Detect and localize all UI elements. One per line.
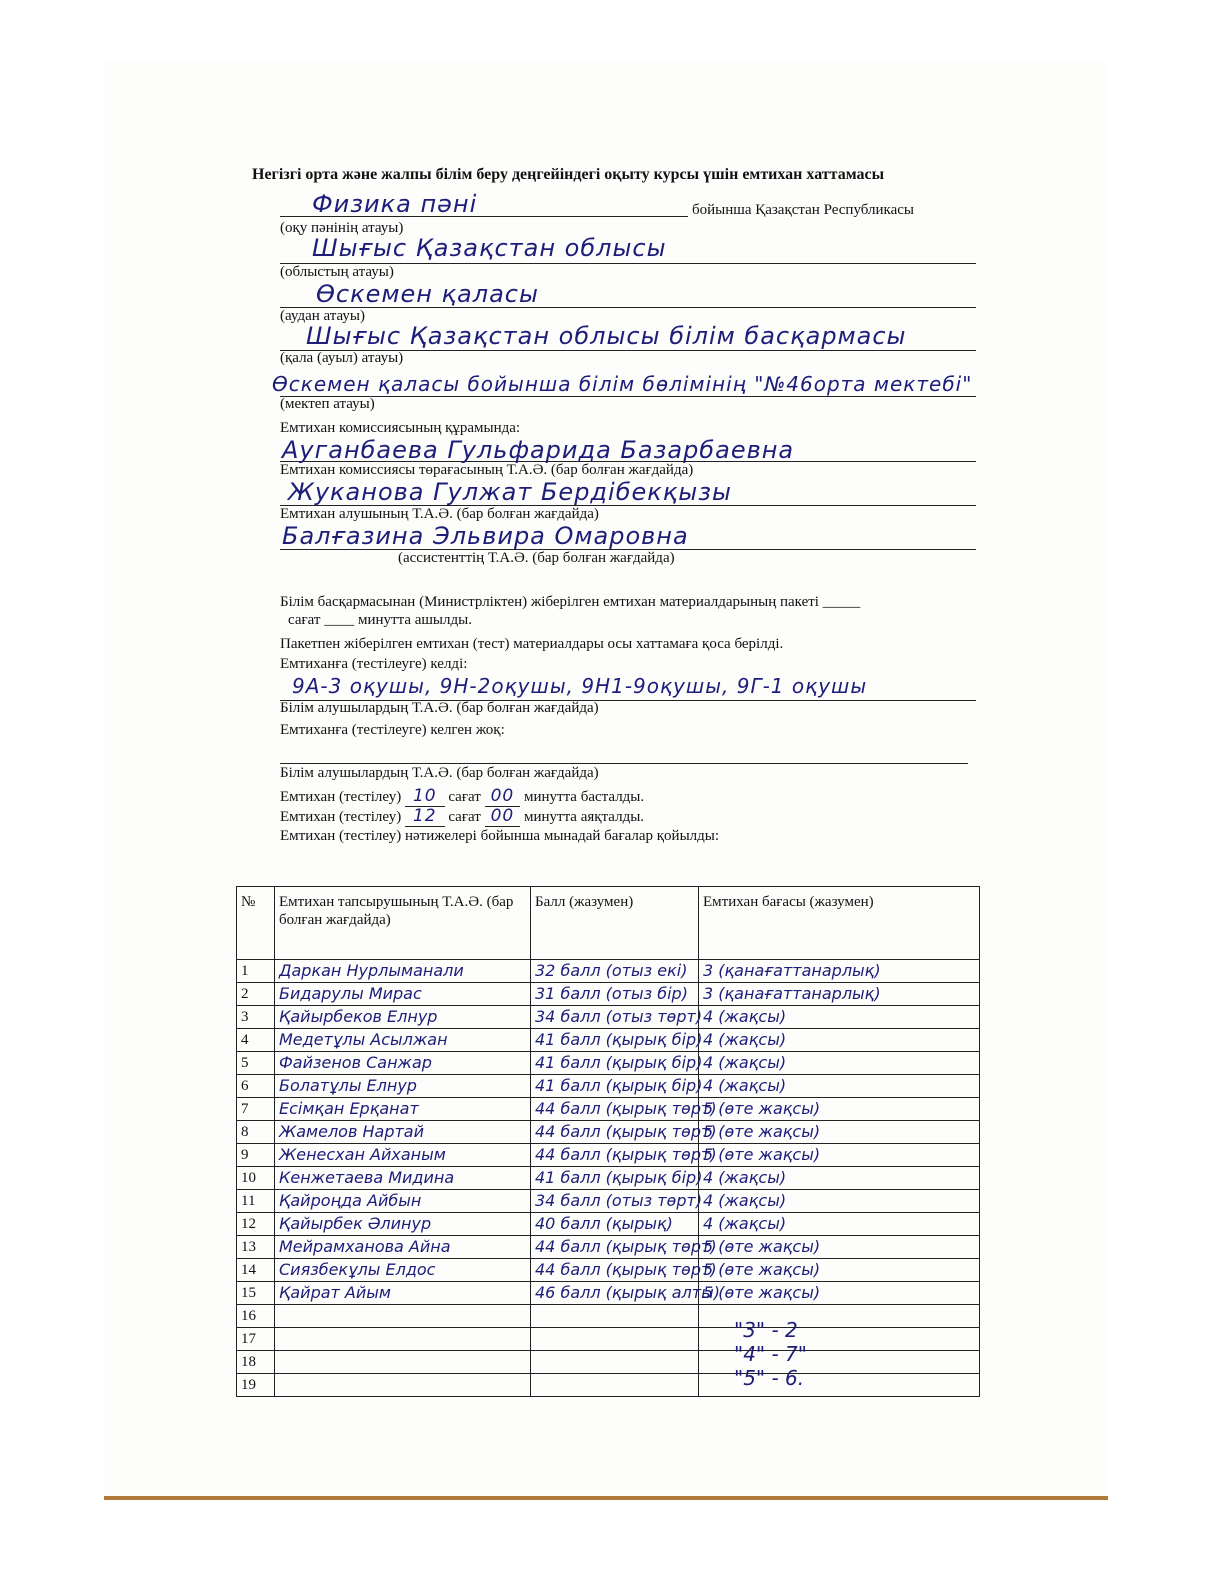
grades-table	[236, 886, 980, 1397]
score-text: 41 балл (қырық бір)	[531, 1029, 699, 1052]
grade-text: 5 (өте жақсы)	[699, 1236, 980, 1259]
student-name	[275, 1305, 531, 1328]
row-number: 17	[237, 1328, 275, 1351]
student-name: Даркан Нурлыманали	[275, 960, 531, 983]
grades-body	[237, 960, 980, 1397]
header-number: №	[237, 887, 275, 960]
table-row	[237, 1121, 980, 1144]
row-number: 1	[237, 960, 275, 983]
table-row	[237, 1167, 980, 1190]
start-time-row	[280, 786, 644, 806]
examiner-value: Жуканова Гулжат Бердібекқызы	[288, 478, 732, 506]
row-number: 19	[237, 1374, 275, 1397]
student-name: Болатұлы Елнур	[275, 1075, 531, 1098]
score-text: 44 балл (қырық төрт)	[531, 1236, 699, 1259]
package-line-1: Білім басқармасынан (Министрліктен) жіберілген емтихан материалдарының пакеті _____	[280, 594, 861, 610]
student-name: Қайырбек Әлинур	[275, 1213, 531, 1236]
row-number: 16	[237, 1305, 275, 1328]
table-row	[237, 1305, 980, 1328]
score-text	[531, 1305, 699, 1328]
student-name: Кенжетаева Мидина	[275, 1167, 531, 1190]
score-text: 31 балл (отыз бір)	[531, 983, 699, 1006]
school-value: Өскемен қаласы бойынша білім бөлімінің "№46орта мектебі"	[272, 372, 973, 396]
table-row	[237, 1029, 980, 1052]
score-text: 41 балл (қырық бір)	[531, 1167, 699, 1190]
grade-text: 5 (өте жақсы)	[699, 1121, 980, 1144]
students-label-1: Білім алушылардың Т.А.Ә. (бар болған жағдайда)	[280, 700, 599, 716]
score-text: 32 балл (отыз екі)	[531, 960, 699, 983]
chairman-label: Емтихан комиссиясы төрағасының Т.А.Ә. (бар болған жағдайда)	[280, 462, 694, 478]
table-row	[237, 1098, 980, 1121]
subject-suffix: бойынша Қазақстан Республикасы	[692, 202, 914, 218]
row-number: 10	[237, 1167, 275, 1190]
score-text: 34 балл (отыз төрт)	[531, 1006, 699, 1029]
commission-intro: Емтихан комиссиясының құрамында:	[280, 420, 521, 436]
student-name	[275, 1374, 531, 1397]
district-value: Өскемен қаласы	[316, 280, 539, 308]
row-number: 12	[237, 1213, 275, 1236]
grade-text: 4 (жақсы)	[699, 1052, 980, 1075]
score-text: 44 балл (қырық төрт)	[531, 1144, 699, 1167]
table-row	[237, 960, 980, 983]
grade-text: 4 (жақсы)	[699, 1213, 980, 1236]
student-name: Қайроңда Айбын	[275, 1190, 531, 1213]
grade-summary-4: "4" - 7"	[734, 1342, 807, 1366]
results-intro: Емтихан (тестілеу) нәтижелері бойынша мынадай бағалар қойылды:	[280, 828, 720, 844]
absent-label: Емтиханға (тестілеуге) келген жоқ:	[280, 722, 505, 738]
grade-text: 4 (жақсы)	[699, 1167, 980, 1190]
school-label: (мектеп атауы)	[280, 396, 375, 412]
table-row	[237, 1213, 980, 1236]
grade-text: 5 (өте жақсы)	[699, 1144, 980, 1167]
table-row	[237, 983, 980, 1006]
table-row	[237, 1052, 980, 1075]
student-name: Жамелов Нартай	[275, 1121, 531, 1144]
score-text: 46 балл (қырық алты)	[531, 1282, 699, 1305]
row-number: 14	[237, 1259, 275, 1282]
region-label: (облыстың атауы)	[280, 264, 394, 280]
table-row	[237, 1259, 980, 1282]
row-number: 3	[237, 1006, 275, 1029]
school-line	[280, 396, 976, 397]
city-value: Шығыс Қазақстан облысы білім басқармасы	[306, 322, 907, 350]
table-row	[237, 1374, 980, 1397]
score-text: 44 балл (қырық төрт)	[531, 1098, 699, 1121]
region-value: Шығыс Қазақстан облысы	[312, 234, 667, 262]
row-number: 7	[237, 1098, 275, 1121]
row-number: 5	[237, 1052, 275, 1075]
grade-text: 5 (өте жақсы)	[699, 1282, 980, 1305]
header-grade: Емтихан бағасы (жазумен)	[699, 887, 980, 960]
score-text: 34 балл (отыз төрт)	[531, 1190, 699, 1213]
score-text	[531, 1328, 699, 1351]
grades-header-row	[237, 887, 980, 960]
assistant-label: (ассистенттің Т.А.Ә. (бар болған жағдайда)	[398, 550, 675, 566]
header-score: Балл (жазумен)	[531, 887, 699, 960]
table-row	[237, 1328, 980, 1351]
grade-text: 5 (өте жақсы)	[699, 1259, 980, 1282]
student-name: Сиязбекұлы Елдос	[275, 1259, 531, 1282]
student-name: Есімқан Ерқанат	[275, 1098, 531, 1121]
student-name: Медетұлы Асылжан	[275, 1029, 531, 1052]
table-row	[237, 1075, 980, 1098]
table-row	[237, 1282, 980, 1305]
materials-note: Пакетпен жіберілген емтихан (тест) материалдары осы хаттамаға қоса берілді.	[280, 636, 784, 652]
row-number: 11	[237, 1190, 275, 1213]
table-row	[237, 1190, 980, 1213]
grade-text: 3 (қанағаттанарлық)	[699, 960, 980, 983]
student-name: Файзенов Санжар	[275, 1052, 531, 1075]
start-minute: 00	[485, 786, 521, 807]
start-prefix: Емтихан (тестілеу)	[280, 789, 402, 805]
student-name: Женесхан Айханым	[275, 1144, 531, 1167]
end-time-row	[280, 806, 644, 826]
row-number: 6	[237, 1075, 275, 1098]
student-name	[275, 1351, 531, 1374]
start-suffix: минутта басталды.	[523, 789, 645, 805]
page-bottom-edge	[104, 1496, 1108, 1500]
package-line-2: сағат ____ минутта ашылды.	[288, 612, 472, 628]
row-number: 9	[237, 1144, 275, 1167]
grade-summary-3: "3" - 2	[734, 1318, 798, 1342]
end-hour: 12	[405, 806, 445, 827]
table-row	[237, 1351, 980, 1374]
score-text: 41 балл (қырық бір)	[531, 1052, 699, 1075]
end-minute: 00	[485, 806, 521, 827]
district-label: (аудан атауы)	[280, 308, 365, 324]
student-name: Бидарулы Мирас	[275, 983, 531, 1006]
students-label-2: Білім алушылардың Т.А.Ә. (бар болған жағдайда)	[280, 765, 599, 781]
subject-label: (оқу пәнінің атауы)	[280, 220, 404, 236]
row-number: 15	[237, 1282, 275, 1305]
row-number: 13	[237, 1236, 275, 1259]
grade-text: 4 (жақсы)	[699, 1006, 980, 1029]
score-text: 41 балл (қырық бір)	[531, 1075, 699, 1098]
grade-text: 4 (жақсы)	[699, 1075, 980, 1098]
page-title: Негізгі орта және жалпы білім беру деңгейіндегі оқыту курсы үшін емтихан хаттамасы	[252, 166, 885, 183]
student-name: Мейрамханова Айна	[275, 1236, 531, 1259]
end-suffix: минутта аяқталды.	[523, 809, 645, 825]
student-name: Қайырбеков Елнур	[275, 1006, 531, 1029]
grade-text: 4 (жақсы)	[699, 1029, 980, 1052]
end-prefix: Емтихан (тестілеу)	[280, 809, 402, 825]
score-text: 44 балл (қырық төрт)	[531, 1259, 699, 1282]
examiner-label: Емтихан алушының Т.А.Ә. (бар болған жағдайда)	[280, 506, 599, 522]
subject-value: Физика пәні	[312, 190, 478, 218]
arrived-value: 9А-3 оқушы, 9Н-2оқушы, 9Н1-9оқушы, 9Г-1 оқушы	[292, 674, 868, 698]
start-hour: 10	[405, 786, 445, 807]
city-label: (қала (ауыл) атауы)	[280, 350, 404, 366]
grade-text: 3 (қанағаттанарлық)	[699, 983, 980, 1006]
row-number: 18	[237, 1351, 275, 1374]
arrived-label: Емтиханға (тестілеуге) келді:	[280, 656, 468, 672]
row-number: 2	[237, 983, 275, 1006]
grade-text: 5 (өте жақсы)	[699, 1098, 980, 1121]
table-row	[237, 1006, 980, 1029]
grade-summary-5: "5" - 6.	[734, 1366, 805, 1390]
start-hour-label: сағат	[448, 789, 481, 805]
row-number: 8	[237, 1121, 275, 1144]
grade-text: 4 (жақсы)	[699, 1190, 980, 1213]
chairman-value: Ауганбаева Гульфарида Базарбаевна	[282, 436, 795, 464]
table-row	[237, 1144, 980, 1167]
absent-line	[280, 763, 968, 764]
student-name	[275, 1328, 531, 1351]
end-hour-label: сағат	[448, 809, 481, 825]
score-text: 40 балл (қырық)	[531, 1213, 699, 1236]
assistant-value: Балғазина Эльвира Омаровна	[282, 522, 689, 550]
row-number: 4	[237, 1029, 275, 1052]
table-row	[237, 1236, 980, 1259]
header-student-name: Емтихан тапсырушының Т.А.Ә. (бар болған жағдайда)	[275, 887, 531, 960]
score-text	[531, 1374, 699, 1397]
score-text: 44 балл (қырық төрт)	[531, 1121, 699, 1144]
score-text	[531, 1351, 699, 1374]
student-name: Қайрат Айым	[275, 1282, 531, 1305]
